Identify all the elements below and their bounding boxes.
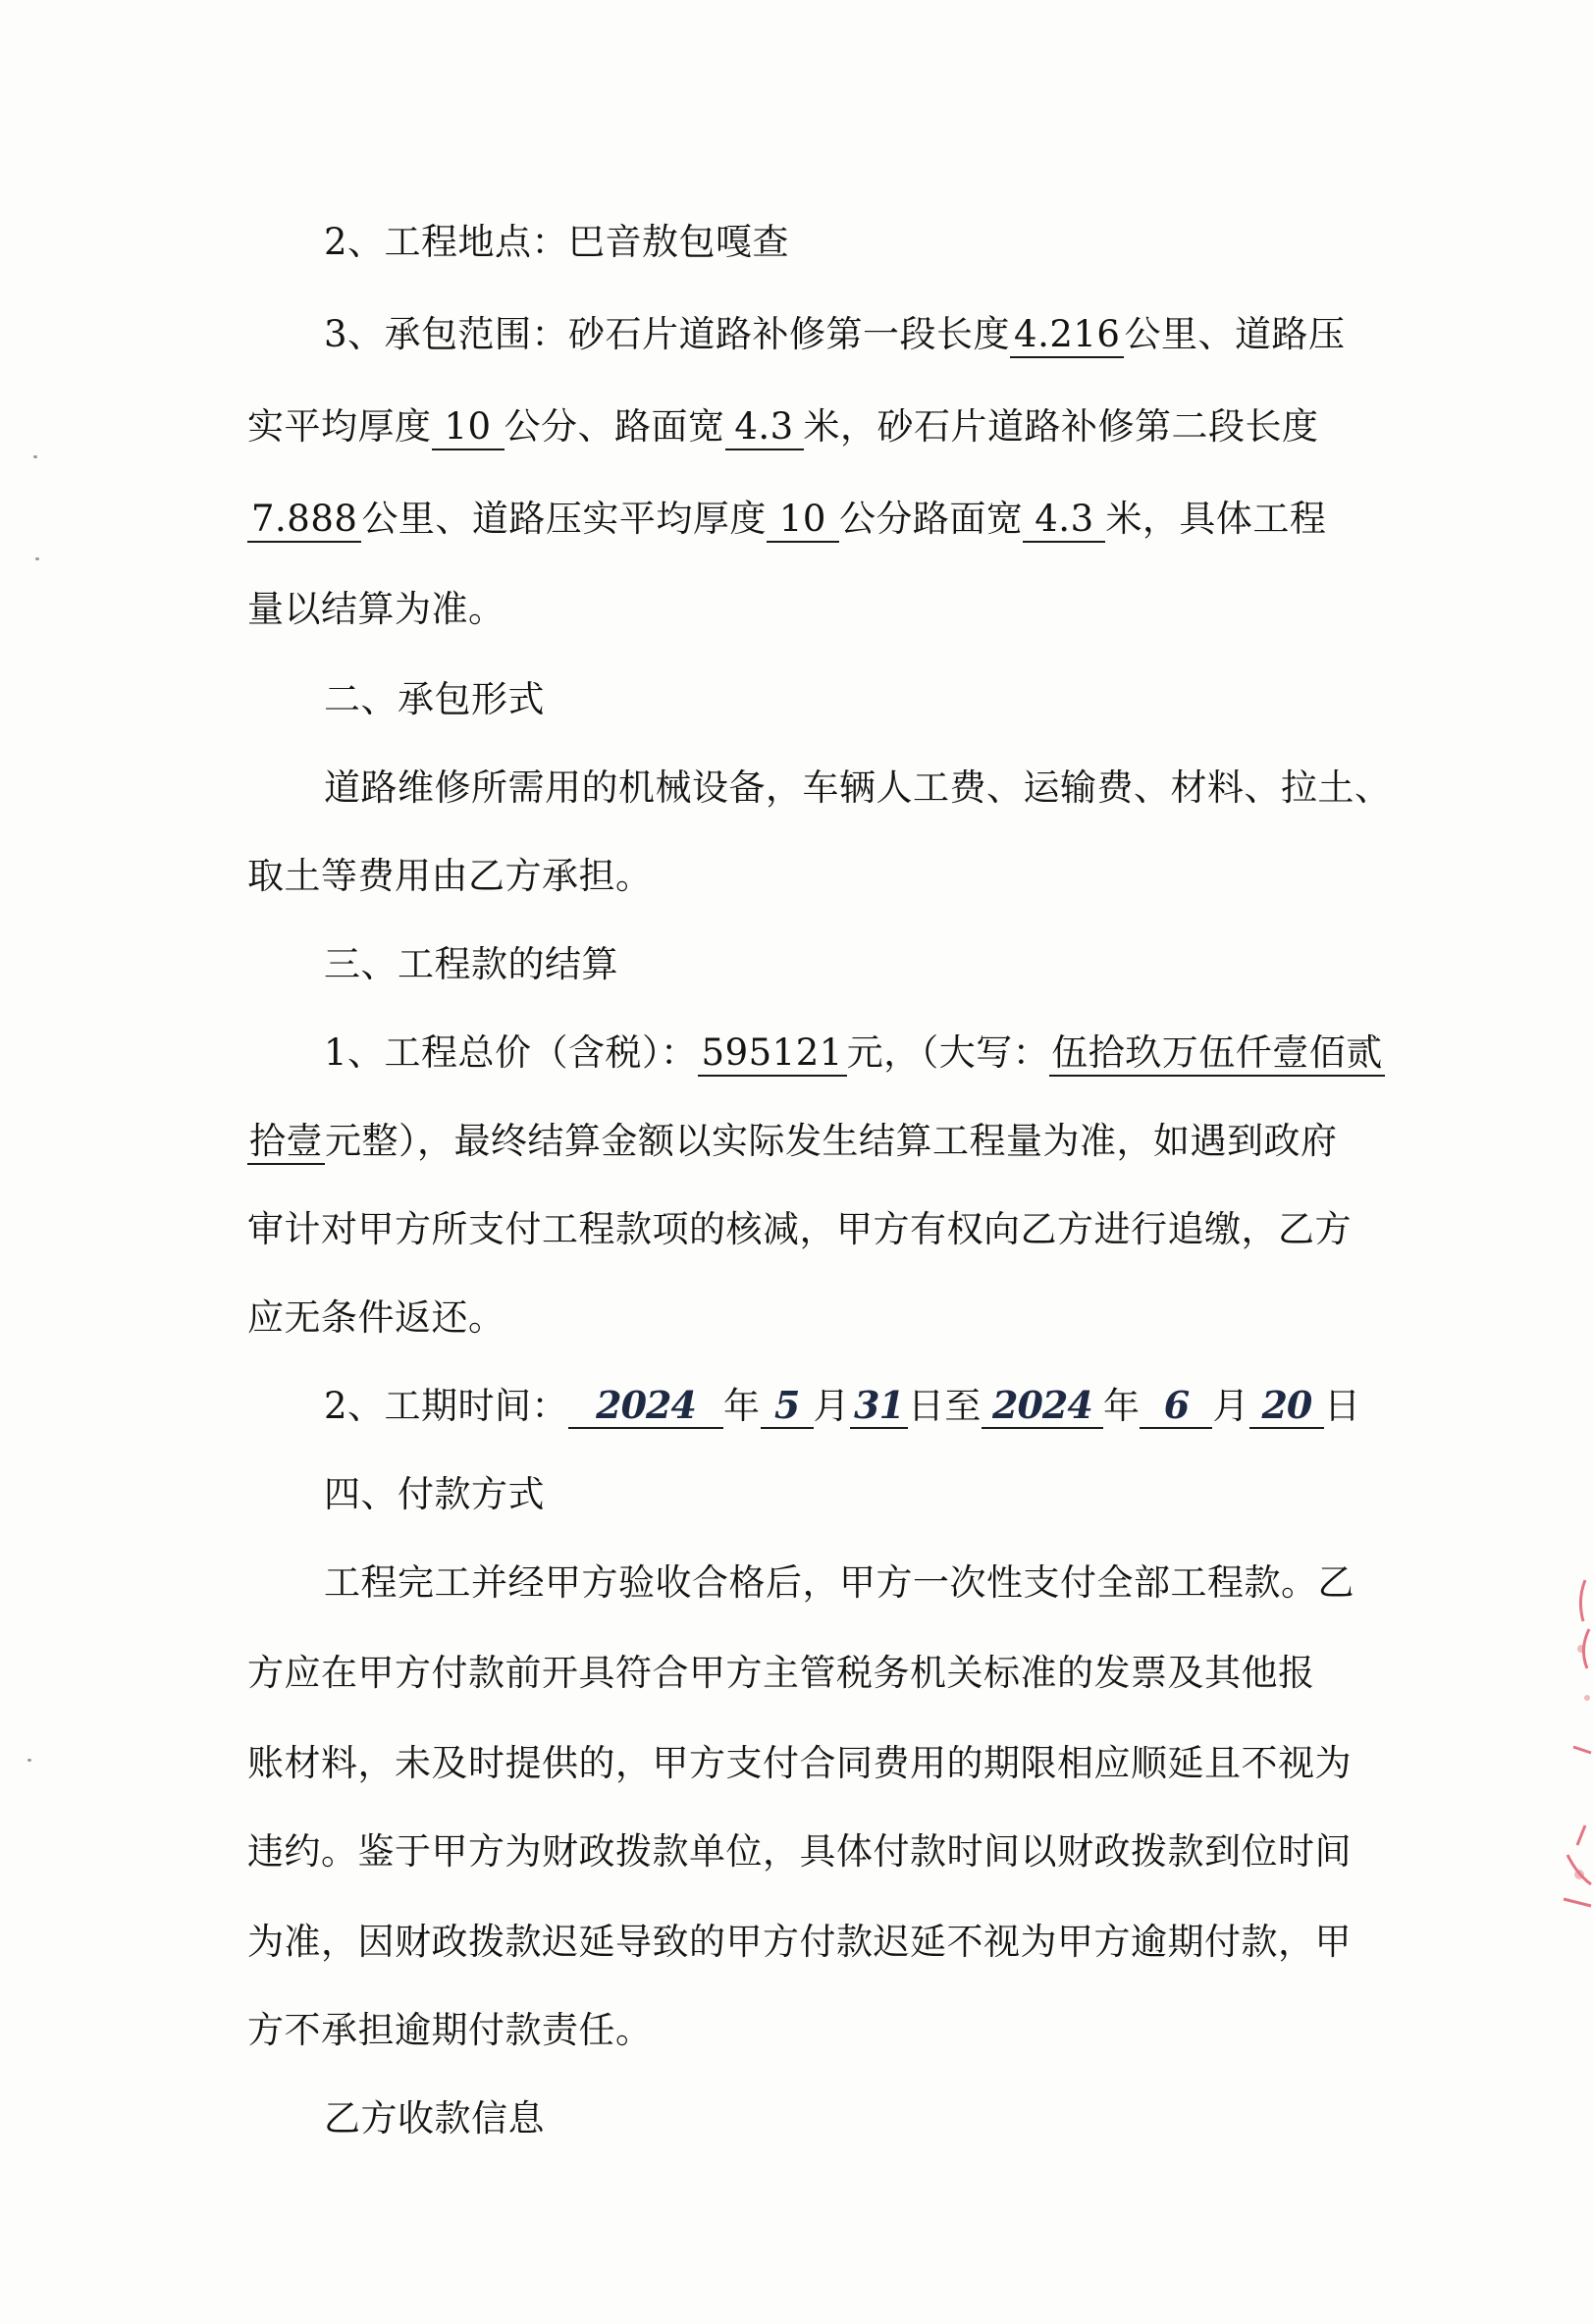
scope-text: 实平均厚度 <box>247 405 432 448</box>
construction-period <box>324 1382 1360 1431</box>
payment-line-4 <box>247 1827 1352 1876</box>
body-text: 元，（大写： <box>846 1031 1050 1074</box>
end-month-handwritten: 6 <box>1140 1384 1212 1429</box>
scope-text: 米，砂石片道路补修第二段长度 <box>803 405 1319 448</box>
body-text: 为准，因财政拨款迟延导致的甲方付款迟延不视为甲方逾期付款，甲 <box>247 1921 1352 1963</box>
body-text: 审计对甲方所支付工程款项的核减，甲方有权向乙方进行追缴，乙方 <box>247 1208 1352 1250</box>
section-heading-contract-form <box>324 675 545 724</box>
body-text: 日 <box>1323 1385 1361 1427</box>
section-heading-payee-info <box>324 2094 545 2143</box>
body-text: 月 <box>813 1385 851 1427</box>
payment-line-2 <box>247 1649 1315 1698</box>
scope-text: 公分路面宽 <box>838 498 1024 540</box>
project-location <box>324 218 789 267</box>
body-text: 月 <box>1212 1385 1249 1427</box>
body-text: 2、工期时间： <box>324 1385 569 1427</box>
payment-line-5 <box>247 1918 1352 1967</box>
end-day-handwritten: 20 <box>1249 1384 1324 1429</box>
first-section-width: 4.3 <box>725 405 804 450</box>
scope-text: 3、承包范围：砂石片道路补修第一段长度 <box>324 313 1011 355</box>
total-price-line-1 <box>324 1029 1385 1078</box>
start-day-handwritten: 31 <box>850 1384 908 1429</box>
scope-text: 公里、道路压实平均厚度 <box>361 498 767 540</box>
body-text: 账材料，未及时提供的，甲方支付合同费用的期限相应顺延且不视为 <box>247 1742 1352 1784</box>
total-price-line-2 <box>247 1117 1338 1166</box>
partial-seal-stamp <box>1534 1560 1593 1973</box>
body-text: 1、工程总价（含税）： <box>324 1031 698 1074</box>
first-section-thickness: 10 <box>432 405 504 450</box>
contract-form-line-1 <box>324 764 1392 813</box>
body-text: 日至 <box>907 1385 982 1427</box>
contract-scope-line-4 <box>247 585 505 634</box>
payment-line-1 <box>324 1558 1354 1608</box>
body-text: 方不承担逾期付款责任。 <box>247 2009 653 2051</box>
payment-line-6 <box>247 2006 653 2055</box>
total-price-line-4 <box>247 1294 505 1343</box>
payment-line-3 <box>247 1739 1352 1788</box>
body-text: 方应在甲方付款前开具符合甲方主管税务机关标准的发票及其他报 <box>247 1652 1315 1694</box>
total-price-line-3 <box>247 1205 1352 1254</box>
heading-text: 三、工程款的结算 <box>324 943 618 985</box>
start-year-handwritten: 2024 <box>568 1384 723 1429</box>
body-text: 取土等费用由乙方承担。 <box>247 855 653 897</box>
second-section-thickness: 10 <box>767 498 839 543</box>
body-text: 道路维修所需用的机械设备，车辆人工费、运输费、材料、拉土、 <box>324 766 1392 809</box>
body-text: 应无条件返还。 <box>247 1296 505 1339</box>
contract-scope-line-1 <box>324 310 1345 359</box>
contract-form-line-2 <box>247 852 653 901</box>
second-section-width: 4.3 <box>1023 498 1105 543</box>
scope-text: 量以结算为准。 <box>247 588 505 630</box>
second-section-length: 7.888 <box>247 498 361 543</box>
project-location-text: 2、工程地点：巴音敖包嘎查 <box>324 221 790 263</box>
body-text: 元整），最终结算金额以实际发生结算工程量为准，如遇到政府 <box>325 1120 1338 1162</box>
scope-text: 公里、道路压 <box>1124 313 1346 355</box>
body-text: 年 <box>1102 1385 1141 1427</box>
end-year-handwritten: 2024 <box>982 1384 1103 1429</box>
contract-scope-line-2 <box>247 402 1319 451</box>
total-price-in-words-cont: 拾壹 <box>247 1120 325 1165</box>
total-price-in-words: 伍拾玖万伍仟壹佰贰 <box>1049 1031 1385 1077</box>
body-text: 工程完工并经甲方验收合格后，甲方一次性支付全部工程款。乙 <box>324 1561 1354 1604</box>
scan-speck <box>27 1759 31 1762</box>
heading-text: 乙方收款信息 <box>324 2097 545 2139</box>
total-price-amount: 595121 <box>698 1031 847 1077</box>
first-section-length: 4.216 <box>1010 313 1124 358</box>
heading-text: 二、承包形式 <box>324 678 545 720</box>
scope-text: 米，具体工程 <box>1105 498 1327 540</box>
scan-speck <box>33 455 37 458</box>
body-text: 年 <box>723 1385 761 1427</box>
section-heading-settlement <box>324 940 618 989</box>
scope-text: 公分、路面宽 <box>504 405 725 448</box>
contract-scope-line-3 <box>247 495 1326 544</box>
scan-speck <box>35 557 39 560</box>
start-month-handwritten: 5 <box>761 1384 814 1429</box>
heading-text: 四、付款方式 <box>324 1473 545 1515</box>
body-text: 违约。鉴于甲方为财政拨款单位，具体付款时间以财政拨款到位时间 <box>247 1830 1352 1873</box>
section-heading-payment <box>324 1470 545 1519</box>
